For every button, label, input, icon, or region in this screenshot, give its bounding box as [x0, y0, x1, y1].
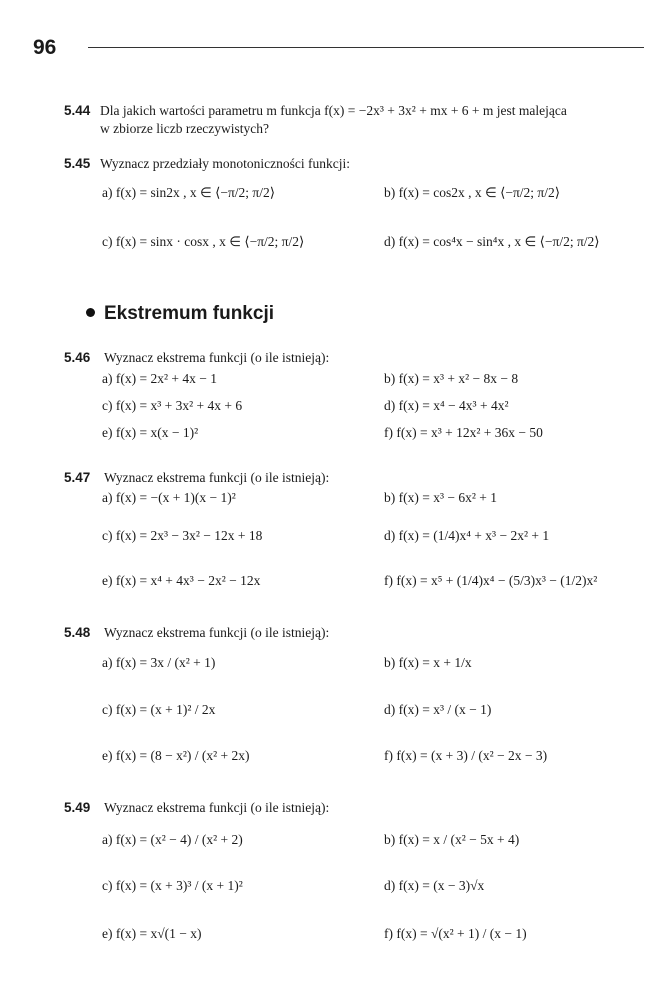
- exercise-item: a) f(x) = sin2x , x ∈ ⟨−π/2; π/2⟩: [102, 185, 276, 200]
- exercise-item: c) f(x) = x³ + 3x² + 4x + 6: [102, 398, 243, 413]
- exercise-item: b) f(x) = cos2x , x ∈ ⟨−π/2; π/2⟩: [384, 185, 561, 200]
- problem-text: Wyznacz ekstrema funkcji (o ile istnieją):: [104, 350, 330, 365]
- exercise-item: a) f(x) = −(x + 1)(x − 1)²: [102, 490, 236, 505]
- exercise-item: e) f(x) = x√(1 − x): [102, 926, 202, 941]
- exercise-item: a) f(x) = 3x / (x² + 1): [102, 655, 216, 670]
- exercise-item: c) f(x) = 2x³ − 3x² − 12x + 18: [102, 528, 263, 543]
- problem-number: 5.46: [64, 350, 91, 365]
- problem-text: w zbiorze liczb rzeczywistych?: [100, 121, 270, 136]
- problem-number: 5.48: [64, 625, 91, 640]
- exercise-item: d) f(x) = (x − 3)√x: [384, 878, 485, 893]
- exercise-item: d) f(x) = x⁴ − 4x³ + 4x²: [384, 398, 509, 413]
- exercise-item: b) f(x) = x³ − 6x² + 1: [384, 490, 498, 505]
- exercise-item: d) f(x) = (1/4)x⁴ + x³ − 2x² + 1: [384, 528, 550, 543]
- problem-text: Wyznacz ekstrema funkcji (o ile istnieją):: [104, 470, 330, 485]
- problem-number: 5.44: [64, 103, 91, 118]
- exercise-item: a) f(x) = 2x² + 4x − 1: [102, 371, 217, 386]
- exercise-item: d) f(x) = x³ / (x − 1): [384, 702, 492, 717]
- exercise-item: c) f(x) = (x + 3)³ / (x + 1)²: [102, 878, 243, 893]
- exercise-item: e) f(x) = (8 − x²) / (x² + 2x): [102, 748, 250, 763]
- problem-text: Wyznacz ekstrema funkcji (o ile istnieją):: [104, 800, 330, 815]
- bullet-icon: [86, 308, 95, 317]
- exercise-item: b) f(x) = x / (x² − 5x + 4): [384, 832, 520, 847]
- exercise-item: c) f(x) = (x + 1)² / 2x: [102, 702, 216, 717]
- problem-number: 5.45: [64, 156, 91, 171]
- problem-number: 5.49: [64, 800, 91, 815]
- exercise-item: e) f(x) = x(x − 1)²: [102, 425, 199, 440]
- problem-number: 5.47: [64, 470, 91, 485]
- page-number: 96: [33, 36, 57, 59]
- header-rule: [88, 47, 644, 48]
- exercise-item: b) f(x) = x + 1/x: [384, 655, 472, 670]
- exercise-item: d) f(x) = cos⁴x − sin⁴x , x ∈ ⟨−π/2; π/2⟩: [384, 234, 600, 249]
- exercise-item: c) f(x) = sinx · cosx , x ∈ ⟨−π/2; π/2⟩: [102, 234, 305, 249]
- exercise-item: a) f(x) = (x² − 4) / (x² + 2): [102, 832, 243, 847]
- exercise-item: f) f(x) = (x + 3) / (x² − 2x − 3): [384, 748, 548, 763]
- exercise-item: f) f(x) = x⁵ + (1/4)x⁴ − (5/3)x³ − (1/2)x²: [384, 573, 598, 588]
- problem-text: Dla jakich wartości parametru m funkcja f(x) = −2x³ + 3x² + mx + 6 + m jest malejąca: [100, 103, 567, 118]
- exercise-item: f) f(x) = x³ + 12x² + 36x − 50: [384, 425, 543, 440]
- exercise-item: b) f(x) = x³ + x² − 8x − 8: [384, 371, 519, 386]
- problem-text: Wyznacz przedziały monotoniczności funkcji:: [100, 156, 350, 171]
- exercise-item: f) f(x) = √(x² + 1) / (x − 1): [384, 926, 527, 941]
- exercise-item: e) f(x) = x⁴ + 4x³ − 2x² − 12x: [102, 573, 261, 588]
- problem-text: Wyznacz ekstrema funkcji (o ile istnieją):: [104, 625, 330, 640]
- section-heading: Ekstremum funkcji: [104, 303, 274, 324]
